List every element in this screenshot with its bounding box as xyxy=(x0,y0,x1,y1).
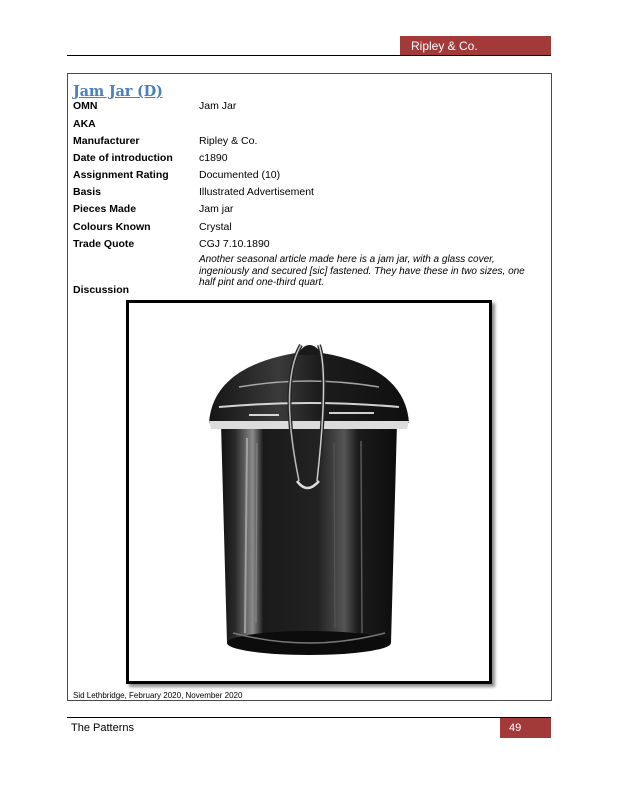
header-rule xyxy=(67,55,551,56)
field-value: Crystal xyxy=(199,221,232,233)
field-label: Date of introduction xyxy=(73,152,173,164)
footer-rule xyxy=(67,717,551,718)
field-value: Ripley & Co. xyxy=(199,135,258,147)
record-title: Jam Jar (D) xyxy=(73,83,163,100)
field-label: OMN xyxy=(73,100,98,112)
field-value: Jam jar xyxy=(199,203,234,215)
field-value: Documented (10) xyxy=(199,169,281,181)
field-label: Manufacturer xyxy=(73,135,140,147)
manufacturer-header-badge: Ripley & Co. xyxy=(400,36,551,56)
field-label: Basis xyxy=(73,186,102,198)
field-value: CGJ 7.10.1890 xyxy=(199,238,270,250)
field-label: Pieces Made xyxy=(73,203,137,215)
author-credit: Sid Lethbridge, February 2020, November 2020 xyxy=(73,691,243,700)
page-number-badge: 49 xyxy=(500,718,551,738)
field-label: AKA xyxy=(73,118,96,130)
field-label: Trade Quote xyxy=(73,238,135,250)
pattern-record-card xyxy=(67,73,552,701)
field-value: Jam Jar xyxy=(199,100,237,112)
footer-section-title: The Patterns xyxy=(71,722,134,734)
field-value: c1890 xyxy=(199,152,228,164)
field-value: Illustrated Advertisement xyxy=(199,186,314,198)
discussion-label: Discussion xyxy=(73,284,130,296)
field-label: Colours Known xyxy=(73,221,151,233)
field-label: Assignment Rating xyxy=(73,169,169,181)
trade-quote-text: Another seasonal article made here is a jam jar, with a glass cover, ingeniously and secured [sic] fastened. They have these in two sizes, one half pint and one-third quart. xyxy=(199,254,525,288)
jam-jar-illustration xyxy=(126,300,492,684)
